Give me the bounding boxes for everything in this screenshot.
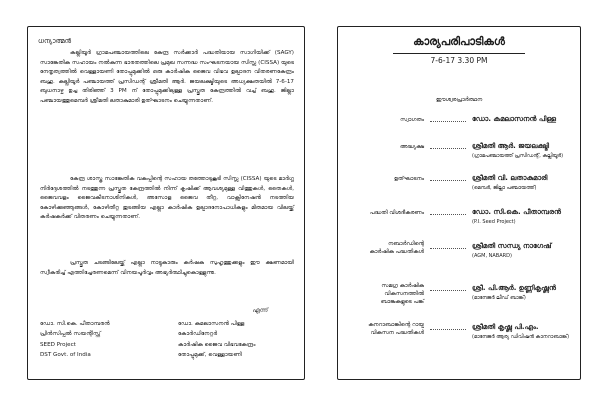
signatory-organisation: DST Govt. of India (40, 351, 91, 358)
programme-role: അദ്ധ്യക്ഷ (399, 144, 424, 150)
signatory-project: കാർഷിക ജൈവ വിഭവകേന്ദ്രം (178, 341, 256, 348)
signatory-project: SEED Project (40, 341, 76, 348)
signatory-organisation: തോപ്പുമുക്ക്, വെള്ളായണി (178, 351, 242, 358)
invitation-letter-panel (27, 26, 305, 380)
programme-person: ശ്രീ. പി.ആർ. ഉണ്ണികൃഷ്ണൻ (472, 284, 556, 292)
programme-person: ഡോ. കമലാസനൻ പിള്ള (472, 115, 557, 123)
invitation-paragraph: പ്രസ്തുത ചടങ്ങിലേയ്ക്ക് എല്ലാ നാട്ടുകാരും കർഷക സുഹൃത്തുക്കളും ഈ ക്ഷണമായി സ്വീകരിച്ച് എത്തിച്ചേരണമെന്ന് വിനയപൂർവ്വം അഭ്യർത്ഥിച്ചുകൊള്ളുന്നു. (40, 260, 294, 276)
closing-text: എന്ന് (252, 307, 268, 314)
signatory-left (40, 319, 110, 360)
programme-panel (337, 26, 581, 380)
signatory-right (178, 319, 255, 360)
programme-person-designation: (മാനേജർ ലീഡ് ബാങ്ക്) (472, 295, 526, 301)
dotted-leader (430, 214, 466, 215)
programme-role: പദ്ധതി വിശദീകരണം (369, 210, 424, 216)
programme-person-designation: (ഗ്രാമപഞ്ചായത്ത് പ്രസിഡന്റ്, കല്ലിയൂർ) (472, 153, 564, 159)
programme-role: ഉത്ഘാടനം (393, 176, 424, 182)
signatory-title: പ്രിൻസിപ്പൽ സയന്റിസ്റ്റ് (40, 331, 101, 338)
programme-person-designation: (മെമ്പർ, ജില്ലാ പഞ്ചായത്ത്) (472, 185, 537, 191)
programme-role: കനറാബാങ്കിന്റെ റായ്പ വികസന പദ്ധതികൾ (368, 322, 424, 336)
prayer-item: ഈശ്വരപ്രാർത്ഥന (436, 97, 483, 103)
dotted-leader (430, 180, 466, 181)
programme-person: ശ്രീമതി കൃഷ്ണ പി.എം. (472, 323, 539, 331)
programme-person-designation: (AGM, NABARD) (472, 253, 512, 259)
programme-role: സമഗ്ര കാർഷിക വികസനത്തിൽ ബാങ്കുകളുടെ പങ്ക് (380, 283, 424, 305)
dotted-leader (430, 121, 466, 122)
signatory-name: ഡോ. കമലാസനൻ പിള്ള (178, 321, 245, 327)
dotted-leader (430, 148, 466, 149)
programme-list (338, 27, 582, 379)
programme-role: സ്വാഗതം (400, 117, 424, 123)
signatory-name: ഡോ. സി.കെ. പീതാമ്പരൻ (40, 321, 110, 327)
dotted-leader (430, 248, 466, 249)
dotted-leader (430, 290, 466, 291)
programme-datetime: 7-6-17 3.30 PM (430, 56, 488, 65)
programme-person-designation: (മാനേജർ ആര്യ ഡിവിഷൻ കാനറാബാങ്ക്) (472, 334, 570, 340)
signatory-title: കോർഡിനേറ്റർ (178, 331, 218, 338)
programme-person: ശ്രീമതി സന്ധ്യ നാഗേഷ് (472, 242, 552, 250)
programme-person: ശ്രീമതി വി. ലതാകുമാരി (472, 174, 548, 182)
programme-person: ഡോ. സി.കെ. പീതാമ്പരൻ (472, 208, 561, 216)
salutation: ധന്യാത്മൻ (38, 37, 72, 45)
dotted-leader (430, 329, 466, 330)
invitation-paragraph: കല്ലിയൂർ ഗ്രാമപഞ്ചായത്തിലെ കേന്ദ്ര സർക്കാർ പദ്ധതിയായ സാഗിയിക്ക് (SAGY) സാങ്കേതിക സഹായം നൽകുന്ന ഭാരതത്തിലെ പ്രമുഖ സന്നദ്ധ സംഘടനയായ സിസ്സ (CISSA) യുടെ നേതൃത്വത്തിൽ വെള്ളായണി തോപ്പുമുക്കിൽ ഒരു കാർഷിക ജൈവ വിഭവ ഉല്പാദന വിതരണകേന്ദ്രം ബഹു. കല്ലിയൂർ പഞ്ചായത്ത് പ്രസിഡന്റ് ശ്രീമതി ആർ. ജയലക്ഷ്മിയുടെ അധ്യക്ഷതയിൽ 7-6-17 ബുധനാഴ്ച ഉച്ച തിരിഞ്ഞ് 3 PM ന് തോപ്പുമുക്കിലുള്ള പ്രസ്തുത കേന്ദ്രത്തിൽ വച്ച് ബഹു. ജില്ലാ പഞ്ചായത്തുമെമ്പർ ശ്രീമതി ലതാകുമാരി ഉത്ഘാടനം ചെയ്യുന്നതാണ്. (40, 50, 294, 104)
invitation-paragraph: കേന്ദ്ര ശാസ്ത്ര സാങ്കേതിക വകുപ്പിന്റെ സഹായ തത്തോടുകൂടി സിസ്സ (CISSA) യുടെ മാർഗ്ഗ നിർദ്ദേശത്തിൽ നടത്തുന്ന പ്രസ്തുത കേന്ദ്രത്തിൽ നിന്ന് കൃഷിക്ക് ആവശ്യമുള്ള വിത്തുകൾ, തൈകൾ, ജൈവവളം ജൈവകീടനാശിനികൾ, അസോള ജൈവ തീറ്റ, വാക്സിനേഷൻ നടത്തിയ കോഴിക്കുഞ്ഞുങ്ങൾ, കോഴിതീറ്റ തുടങ്ങിയ എല്ലാ കാർഷിക ഉല്പാദനോപാധികളും മിതമായ വിലയ്ക്ക് കർഷകർക്ക് വിതരണം ചെയ്യുന്നതാണ്. (40, 176, 294, 220)
programme-person: ശ്രീമതി ആർ. ജയലക്ഷ്മി (472, 142, 550, 150)
programme-title: കാര്യപരിപാടികൾ (413, 35, 505, 48)
programme-role: നബാർഡിന്റെ കാർഷിക പദ്ധതികൾ (369, 241, 424, 255)
programme-person-designation: (P.I. Seed Project) (472, 219, 516, 225)
